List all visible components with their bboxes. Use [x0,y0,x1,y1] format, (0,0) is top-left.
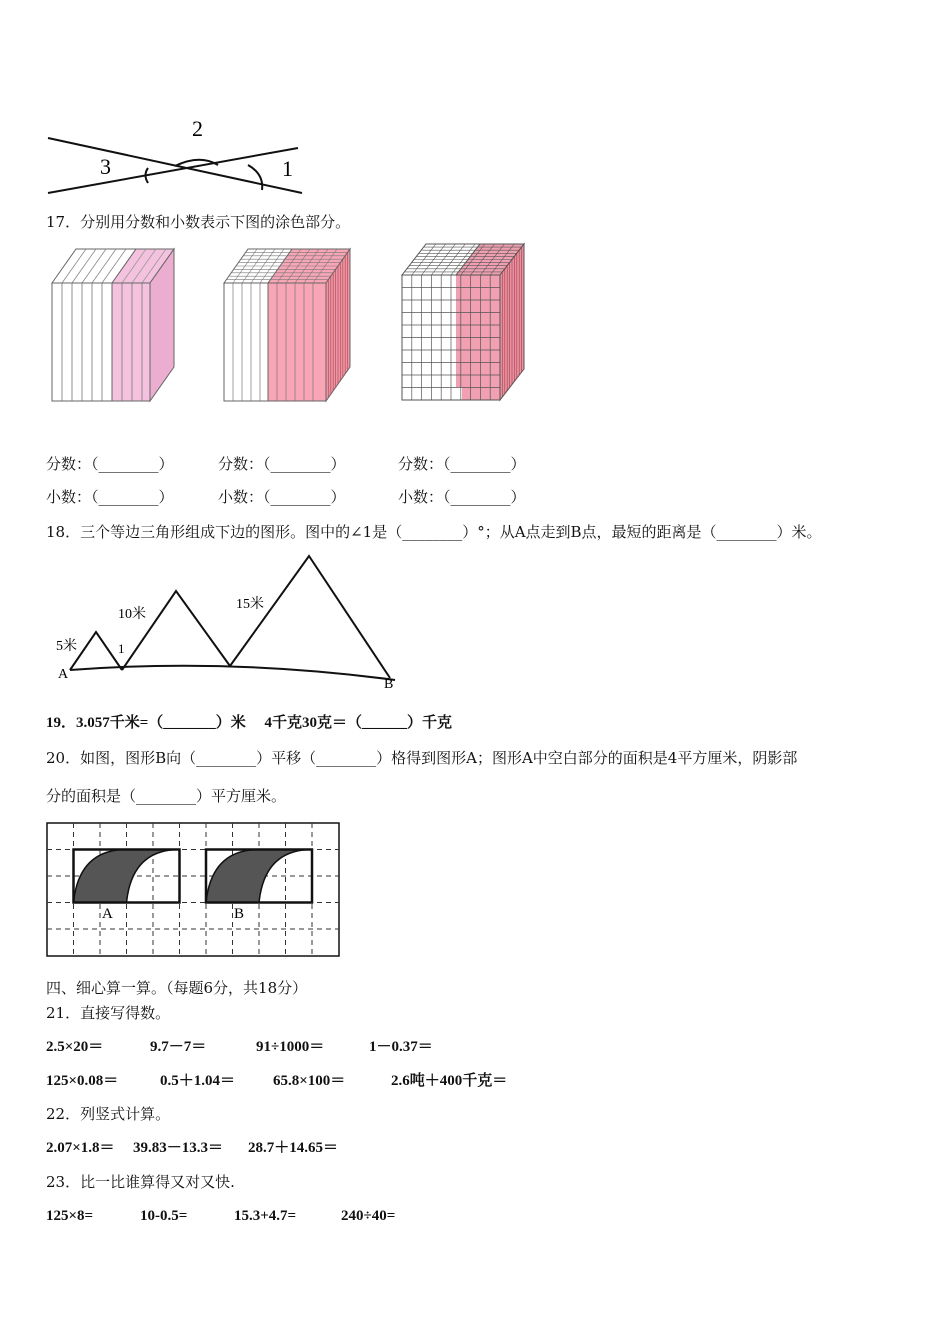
section-4-title: 四、细心算一算。（每题6分，共18分） [46,979,308,997]
q17-decimal-1: 小数：（________） [46,488,174,506]
q18-stem: 18．三个等边三角形组成下边的图形。图中的∠1是（________）°；从A点走到B点，最短的距离是（________）米。 [46,523,822,541]
q17-fraction-3: 分数：（________） [398,455,526,473]
q22-c1: 2.07×1.8＝ [46,1140,115,1156]
q17-fraction-2: 分数：（________） [218,455,346,473]
q20-line-2: 分的面积是（________）平方厘米。 [46,787,287,805]
q23-c2: 10-0.5= [140,1208,188,1224]
q23-c3: 15.3+4.7= [234,1208,297,1224]
fraction-block-2 [218,243,358,405]
q21-r2-c4: 2.6吨＋400千克＝ [391,1073,508,1089]
triangles-figure [50,550,410,695]
angle-label-2: 2 [192,116,203,141]
q23-c4: 240÷40= [341,1208,396,1224]
label-15m: 15米 [236,597,264,612]
angle-label-1: 1 [282,156,293,181]
q21-r1-c2: 9.7－7＝ [150,1039,207,1055]
q20-line-1: 20．如图，图形B向（________）平移（________）格得到图形A；图形A中空白部分的面积是4平方厘米，阴影部 [46,749,798,767]
q21-stem: 21．直接写得数。 [46,1004,171,1022]
q21-r2-c3: 65.8×100＝ [273,1073,346,1089]
q21-r1-c3: 91÷1000＝ [256,1039,325,1055]
q22-c2: 39.83－13.3＝ [133,1140,224,1156]
shape-label-b: B [234,906,245,922]
q22-c3: 28.7＋14.65＝ [248,1140,339,1156]
label-5m: 5米 [56,639,77,654]
grid-shapes-figure [46,820,342,960]
q23-stem: 23．比一比谁算得又对又快. [46,1173,235,1191]
q17-decimal-3: 小数：（________） [398,488,526,506]
fraction-block-3 [396,238,531,405]
intersecting-lines-figure [40,110,310,200]
q21-r1-c4: 1－0.37＝ [369,1039,433,1055]
shape-label-a: A [102,906,113,922]
label-angle-1: 1 [118,641,125,656]
q21-r2-c2: 0.5＋1.04＝ [160,1073,236,1089]
label-point-a: A [58,667,69,682]
q23-c1: 125×8= [46,1208,94,1224]
q21-r2-c1: 125×0.08＝ [46,1073,119,1089]
fraction-block-1 [46,243,181,405]
q21-r1-c1: 2.5×20＝ [46,1039,104,1055]
q17-fraction-1: 分数：（________） [46,455,174,473]
label-point-b: B [384,677,394,692]
q22-stem: 22．列竖式计算。 [46,1105,171,1123]
label-10m: 10米 [118,607,146,622]
angle-label-3: 3 [100,154,111,179]
q19-text: 19．3.057千米=（_______）米 4千克30克＝（______）千克 [46,715,453,731]
q17-stem: 17．分别用分数和小数表示下图的涂色部分。 [46,213,351,231]
q17-decimal-2: 小数：（________） [218,488,346,506]
